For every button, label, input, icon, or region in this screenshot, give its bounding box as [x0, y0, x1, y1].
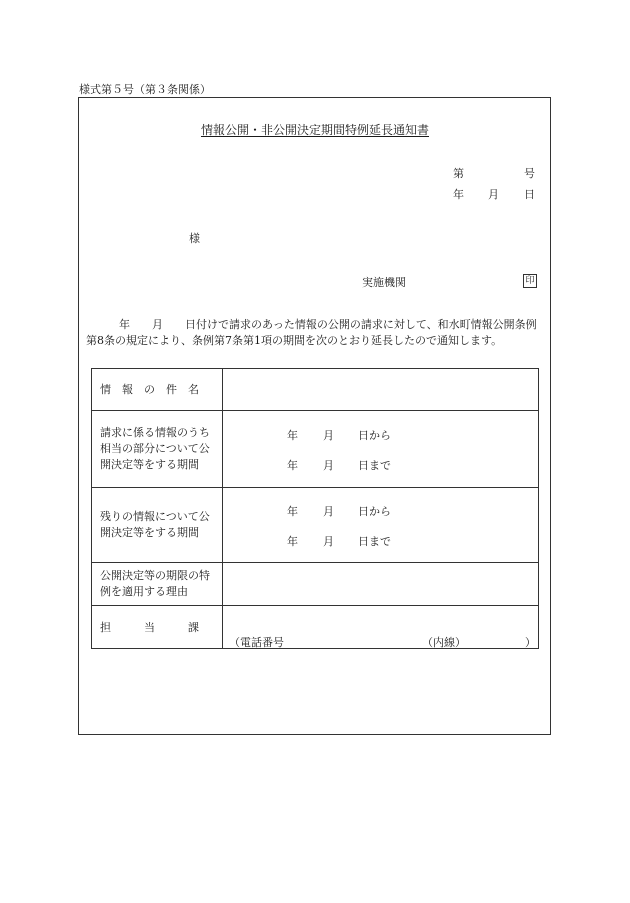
- close-paren: ）: [525, 636, 536, 649]
- row-value-partial-period: [223, 411, 539, 488]
- row-label-subject: 情 報 の 件 名: [92, 369, 223, 411]
- table-row: [92, 411, 539, 488]
- period-year: 年: [287, 429, 298, 442]
- period-year: 年: [287, 535, 298, 548]
- seal-box: 印: [523, 274, 537, 288]
- row-label-partial-period: 請求に係る情報のうち相当の部分について公開決定等をする期間: [92, 411, 223, 488]
- date-day: 日: [524, 188, 535, 201]
- period-until-line: [223, 449, 538, 479]
- extension-label: （内線）: [422, 636, 466, 649]
- period-until-line: [223, 525, 538, 555]
- period-from-line: [223, 419, 538, 449]
- issuer-label: 実施機関: [362, 276, 406, 289]
- table-row: [92, 488, 539, 563]
- period-year: 年: [287, 459, 298, 472]
- addressee-suffix: 様: [189, 232, 200, 245]
- seal-mark: [521, 273, 537, 288]
- table-row: [92, 606, 539, 649]
- row-value-subject: [223, 369, 539, 411]
- number-go: 号: [524, 167, 535, 180]
- body-paragraph: 年 月 日付けで請求のあった情報の公開の請求に対して、和水町情報公開条例第8条の規定により、条例第7条第1項の期間を次のとおり延長したので通知します。: [86, 318, 537, 347]
- period-year: 年: [287, 505, 298, 518]
- period-from: 日から: [358, 429, 391, 442]
- phone-line: [223, 606, 538, 649]
- row-label-department: 担 当 課: [92, 606, 223, 649]
- period-month: 月: [323, 429, 334, 442]
- period-until: 日まで: [358, 535, 391, 548]
- table-row: [92, 563, 539, 606]
- row-value-reason: [223, 563, 539, 606]
- table-row: [92, 369, 539, 411]
- period-from: 日から: [358, 505, 391, 518]
- period-from-line: [223, 495, 538, 525]
- row-value-remaining-period: [223, 488, 539, 563]
- row-label-reason: 公開決定等の期限の特例を適用する理由: [92, 563, 223, 606]
- date-year: 年: [453, 188, 464, 201]
- number-dai: 第: [453, 167, 464, 180]
- period-until: 日まで: [358, 459, 391, 472]
- row-label-remaining-period: 残りの情報について公開決定等をする期間: [92, 488, 223, 563]
- period-month: 月: [323, 535, 334, 548]
- info-table: [91, 368, 539, 649]
- phone-label: （電話番号: [229, 636, 284, 649]
- period-month: 月: [323, 459, 334, 472]
- form-number-label: 様式第５号（第３条関係）: [79, 83, 211, 96]
- document-title: 情報公開・非公開決定期間特例延長通知書: [200, 123, 429, 137]
- period-month: 月: [323, 505, 334, 518]
- row-value-department: [223, 606, 539, 649]
- date-month: 月: [488, 188, 499, 201]
